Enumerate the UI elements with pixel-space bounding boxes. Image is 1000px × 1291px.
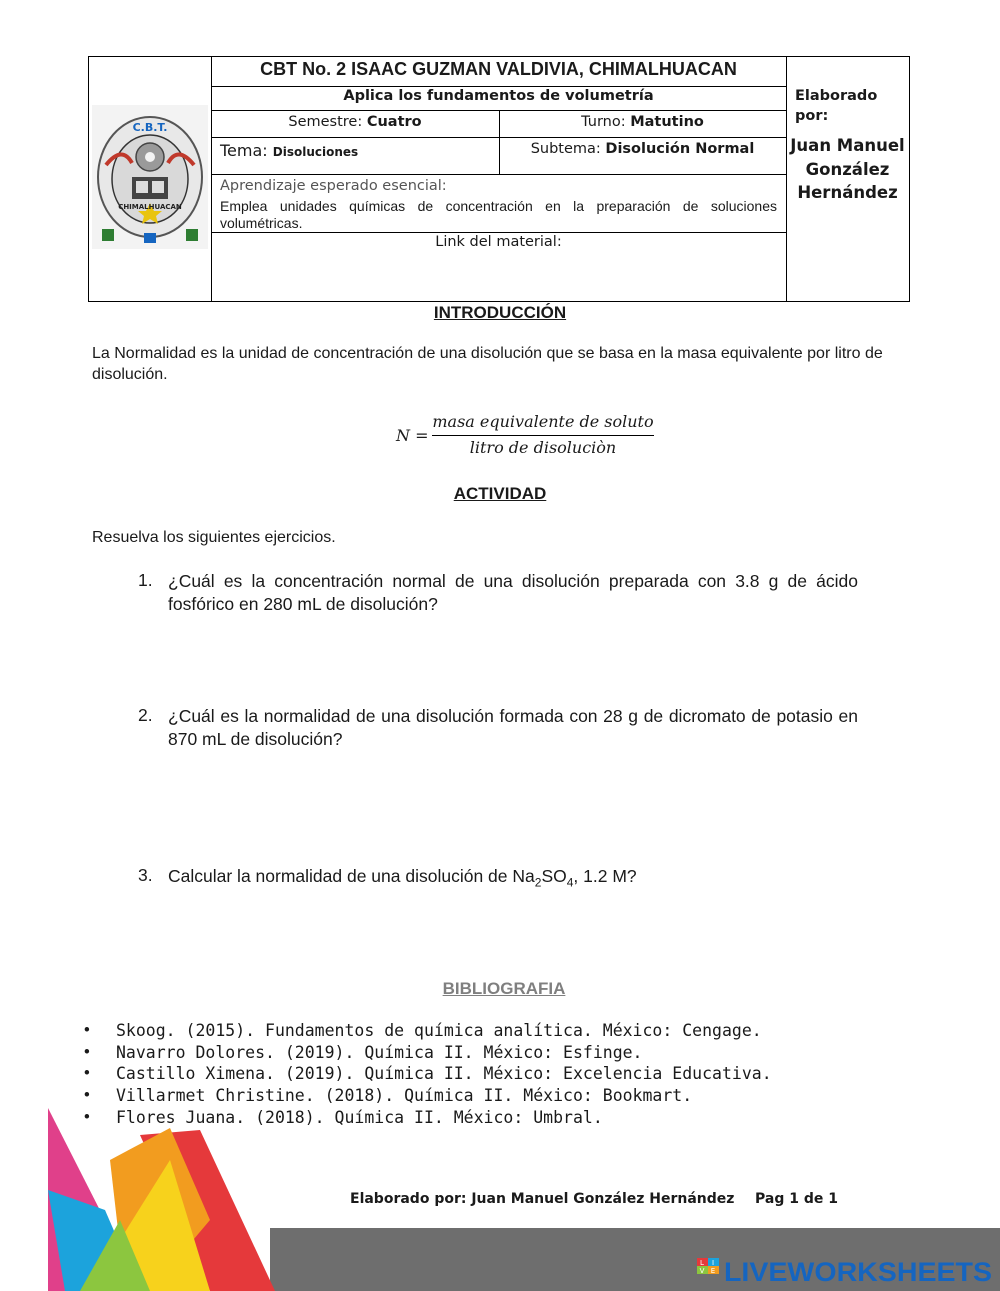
intro-text: La Normalidad es la unidad de concentración de una disolución que se basa en la masa equivalente por litro de disolución. xyxy=(92,345,883,383)
subject-title: Aplica los fundamentos de volumetría xyxy=(343,88,654,104)
footer-author: Elaborado por: Juan Manuel González Hernández xyxy=(350,1191,735,1207)
question-text: ¿Cuál es la normalidad de una disolución formada con 28 g de dicromato de potasio en 870 mL de disolución? xyxy=(168,706,858,749)
school-name: CBT No. 2 ISAAC GUZMAN VALDIVIA, CHIMALHUACAN xyxy=(260,59,737,79)
bibliography-item: • Skoog. (2015). Fundamentos de química analítica. México: Cengage. xyxy=(84,1020,772,1042)
question-number: 3. xyxy=(138,865,153,885)
footer-page: Pag 1 de 1 xyxy=(755,1191,838,1207)
logo-ring-text: CHIMALHUACAN xyxy=(118,203,182,211)
bibliography-item: • Flores Juana. (2018). Química II. México: Umbral. xyxy=(84,1107,772,1129)
bibliography-item: • Castillo Ximena. (2019). Química II. México: Excelencia Educativa. xyxy=(84,1063,772,1085)
bibliography-item: • Villarmet Christine. (2018). Química II. México: Bookmart. xyxy=(84,1085,772,1107)
shift-label: Turno: xyxy=(581,114,626,130)
brand-logo: LIVEWORKSHEETS xyxy=(724,1257,992,1287)
brand-badge xyxy=(697,1258,719,1275)
badge-letter: V xyxy=(699,1267,705,1275)
badge-letter: E xyxy=(710,1267,716,1275)
activity-title: ACTIVIDAD xyxy=(453,484,547,503)
activity-instruction: Resuelva los siguientes ejercicios. xyxy=(92,529,336,546)
author-name-line: Hernández xyxy=(797,183,898,202)
subscript: 2 xyxy=(534,875,542,890)
formula-lhs: N = xyxy=(396,426,429,445)
semester-value: Cuatro xyxy=(366,114,422,130)
topic-value: Disoluciones xyxy=(272,145,359,159)
topic-label: Tema: xyxy=(220,141,268,160)
link-label: Link del material: xyxy=(435,234,562,250)
subtopic-value: Disolución Normal xyxy=(605,141,755,157)
learning-label: Aprendizaje esperado esencial: xyxy=(220,178,447,194)
formula-denominator: litro de disoluciòn xyxy=(469,438,617,457)
semester-label: Semestre: xyxy=(288,114,363,130)
learning-text: Emplea unidades químicas de concentración en la preparación de soluciones volumétricas. xyxy=(220,198,777,231)
author-label-line: Elaborado xyxy=(795,88,878,104)
shift-value: Matutino xyxy=(630,114,704,130)
subscript: 4 xyxy=(566,875,574,890)
question-text-part: , 1.2 M? xyxy=(573,866,637,886)
author-name-line: González xyxy=(805,160,890,179)
badge-letter: L xyxy=(700,1259,704,1267)
bibliography-title: BIBLIOGRAFIA xyxy=(442,979,566,998)
badge-letter: I xyxy=(711,1259,715,1267)
subtopic-label: Subtema: xyxy=(530,141,601,157)
formula-numerator: masa equivalente de soluto xyxy=(432,412,654,431)
author-label-line: por: xyxy=(795,108,829,124)
question-number: 2. xyxy=(138,705,153,725)
bibliography-item: • Navarro Dolores. (2019). Química II. México: Esfinge. xyxy=(84,1042,772,1064)
author-name-line: Juan Manuel xyxy=(790,136,905,155)
intro-title: INTRODUCCIÓN xyxy=(433,303,567,322)
logo-text: C.B.T. xyxy=(132,121,168,134)
question-number: 1. xyxy=(138,570,153,590)
question-text: ¿Cuál es la concentración normal de una disolución preparada con 3.8 g de ácido fosfórico en 280 mL de disolución? xyxy=(168,571,858,614)
question-text-part: SO xyxy=(541,866,567,886)
question-text-part: Calcular la normalidad de una disolución de Na xyxy=(168,866,535,886)
